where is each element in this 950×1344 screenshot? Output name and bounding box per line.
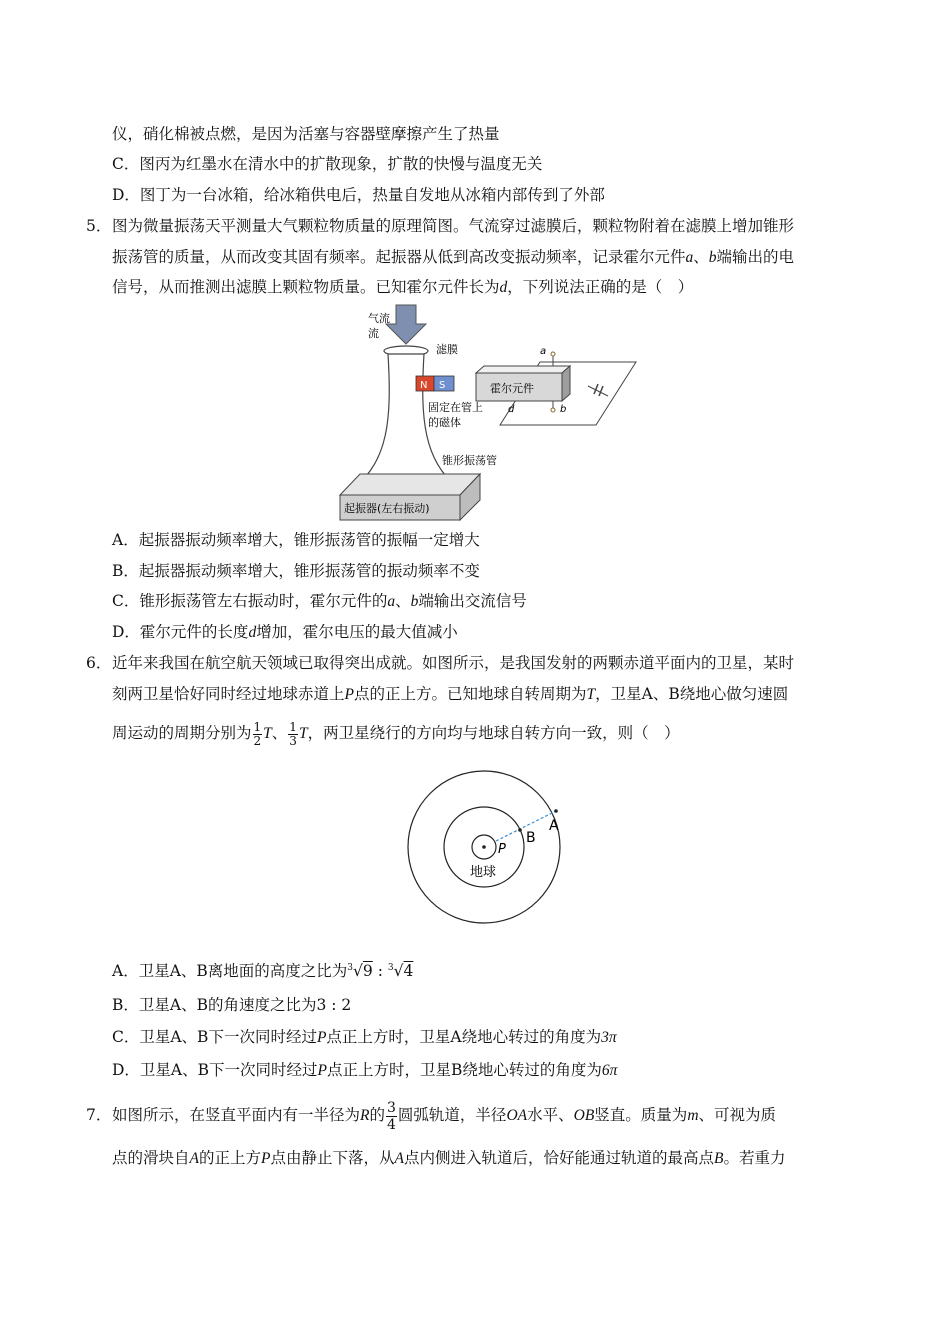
text-line: 仪，硝化棉被点燃，是因为活塞与容器壁摩擦产生了热量 (112, 125, 500, 143)
text: 图为微量振荡天平测量大气颗粒物质量的原理简图。气流穿过滤膜后，颗粒物附着在滤膜上增加锥形 (112, 217, 795, 235)
orbit-figure (404, 768, 564, 928)
terminal-a (551, 352, 555, 356)
earth-center (482, 845, 486, 849)
magnet-label-2: 的磁体 (428, 416, 461, 429)
q5-option-a: A．起振器振动频率增大，锥形振荡管的振幅一定增大 (112, 531, 480, 549)
fraction: $\frac{1}{2}$ (253, 719, 262, 748)
question-number: 5． (86, 217, 112, 235)
question-5-line-3: 信号，从而推测出滤膜上颗粒物质量。已知霍尔元件长为d，下列说法正确的是（ ） (112, 278, 694, 296)
question-7-line-1: 7．如图所示，在竖直平面内有一半径为R的 $\frac{3}{4}$ 圆弧轨道，半径OA水平、OB竖直。质量为m、可视为质 (86, 1099, 777, 1133)
q6-option-d: D．卫星A、B下一次同时经过P点正上方时，卫星B绕地心转过的角度为6π (112, 1061, 618, 1079)
terminal-b-label: b (560, 404, 567, 415)
question-5-line-2: 振荡管的质量，从而改变其固有频率。起振器从低到高改变振动频率，记录霍尔元件a、b端输出的电 (112, 248, 795, 266)
q5-option-d: D．霍尔元件的长度d增加，霍尔电压的最大值减小 (112, 623, 458, 641)
hall-block-top (476, 366, 570, 373)
s-label: S (439, 380, 446, 391)
question-6-line-3: 周运动的周期分别为 $\frac{1}{2}$ T、 $\frac{1}{3}$ T，两卫星绕行的方向均与地球自转方向一致，则（ ） (112, 719, 680, 748)
airflow-arrow-icon (386, 305, 426, 344)
question-number: 6． (86, 654, 112, 672)
question-number: 7． (86, 1106, 112, 1124)
q6-option-a: A．卫星A、B离地面的高度之比为$^3$√9 : $^3$√4 (112, 962, 414, 981)
point-p-label: P (498, 842, 506, 857)
option-d: D．图丁为一台冰箱，给冰箱供电后，热量自发地从冰箱内部传到了外部 (112, 186, 605, 204)
magnet-label-1: 固定在管上 (428, 401, 483, 414)
tube-label: 锥形振荡管 (442, 454, 497, 467)
filter-label: 滤膜 (436, 343, 458, 356)
satellite-b-label: B (526, 830, 536, 846)
satellite-a-label: A (549, 818, 559, 834)
n-label: N (420, 380, 428, 391)
terminal-a-label: a (540, 346, 547, 357)
fraction: $\frac{3}{4}$ (387, 1099, 396, 1133)
terminal-b (551, 408, 555, 412)
q5-option-b: B．起振器振动频率增大，锥形振荡管的振动频率不变 (112, 562, 480, 580)
q5-option-c: C．锥形振荡管左右振动时，霍尔元件的a、b端输出交流信号 (112, 592, 527, 610)
satellite-b (518, 828, 522, 832)
airflow-label-2: 流 (368, 327, 379, 340)
question-6-line-1: 6．近年来我国在航空航天领域已取得突出成就。如图所示，是我国发射的两颗赤道平面内的卫星，某时 (86, 654, 795, 672)
option-c: C．图丙为红墨水在清水中的扩散现象，扩散的快慢与温度无关 (112, 155, 543, 173)
earth-label: 地球 (470, 865, 497, 880)
base-label: 起振器(左右振动) (344, 502, 430, 515)
length-d-label: d (508, 404, 515, 415)
q6-option-c: C．卫星A、B下一次同时经过P点正上方时，卫星A绕地心转过的角度为3π (112, 1028, 617, 1046)
question-5-line-1 (86, 216, 794, 236)
base-top (340, 474, 480, 495)
q6-option-b: B．卫星A、B的角速度之比为3 : 2 (112, 996, 352, 1014)
satellite-a (554, 809, 558, 813)
question-7-line-2: 点的滑块自A的正上方P点由静止下落，从A点内侧进入轨道后，恰好能通过轨道的最高点B。若重力 (112, 1149, 786, 1167)
question-6-line-2: 刻两卫星恰好同时经过地球赤道上P点的正上方。已知地球自转周期为T，卫星A、B绕地心做匀速圆 (112, 685, 789, 703)
hall-label: 霍尔元件 (490, 382, 534, 395)
fraction: $\frac{1}{3}$ (289, 719, 297, 748)
airflow-label: 气流 (368, 312, 390, 325)
microbalance-figure (330, 300, 650, 525)
